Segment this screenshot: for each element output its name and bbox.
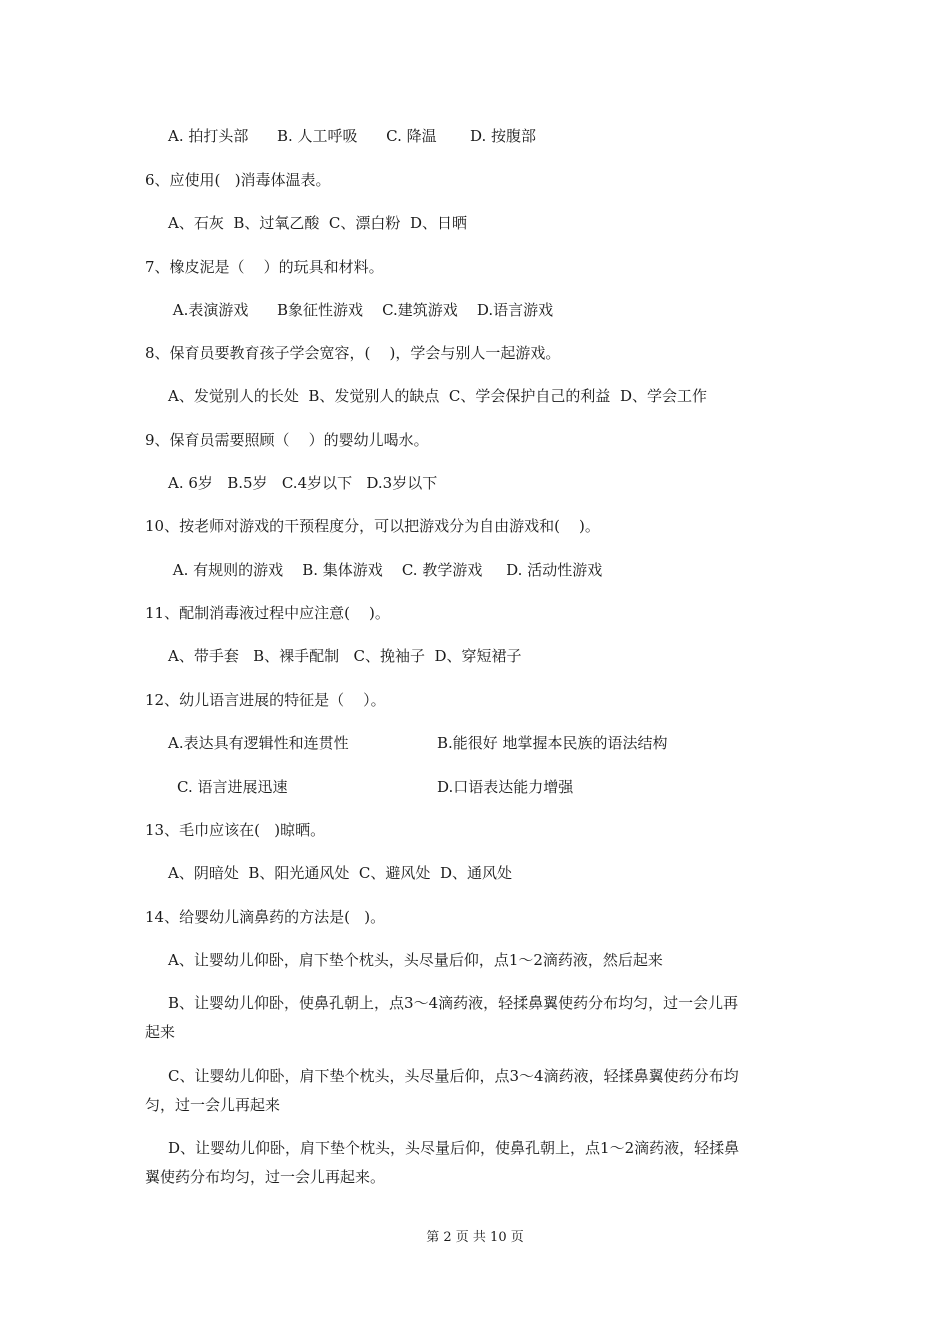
question-11: 11、配制消毒液过程中应注意( )。 [145,604,390,622]
q14-option-d-line2: 翼使药分布均匀，过一会儿再起来。 [145,1168,386,1186]
q14-option-b-line2: 起来 [145,1023,176,1041]
q12-option-a: A.表达具有逻辑性和连贯性 [168,734,349,752]
question-10: 10、按老师对游戏的干预程度分，可以把游戏分为自由游戏和( )。 [145,517,600,535]
q12-option-d: D.口语表达能力增强 [437,778,574,796]
q12-option-c: C. 语言进展迅速 [177,778,288,796]
q14-option-c-line2: 匀，过一会儿再起来 [145,1096,281,1114]
q9-options: A. 6岁 B.5岁 C.4岁以下 D.3岁以下 [168,474,438,492]
q5-options: A. 拍打头部 B. 人工呼吸 C. 降温 D. 按腹部 [168,127,537,145]
q14-option-c-line1: C、让婴幼儿仰卧，肩下垫个枕头，头尽量后仰，点3～4滴药液，轻揉鼻翼使药分布均 [168,1067,739,1085]
q6-options: A、石灰 B、过氧乙酸 C、漂白粉 D、日晒 [168,214,467,232]
q8-options: A、发觉别人的长处 B、发觉别人的缺点 C、学会保护自己的利益 D、学会工作 [168,387,707,405]
question-7: 7、橡皮泥是（ ）的玩具和材料。 [145,258,384,276]
q7-options: A.表演游戏 B象征性游戏 C.建筑游戏 D.语言游戏 [168,301,554,319]
question-9: 9、保育员需要照顾（ ）的婴幼儿喝水。 [145,431,429,449]
q11-options: A、带手套 B、裸手配制 C、挽袖子 D、穿短裙子 [168,647,522,665]
question-6: 6、应使用( )消毒体温表。 [145,171,331,189]
q14-option-b-line1: B、让婴幼儿仰卧，使鼻孔朝上，点3～4滴药液，轻揉鼻翼使药分布均匀，过一会儿再 [168,994,739,1012]
question-12: 12、幼儿语言进展的特征是（ ）。 [145,691,386,709]
q12-option-b: B.能很好 地掌握本民族的语法结构 [437,734,668,752]
q10-options: A. 有规则的游戏 B. 集体游戏 C. 教学游戏 D. 活动性游戏 [168,561,603,579]
q14-option-a: A、让婴幼儿仰卧，肩下垫个枕头，头尽量后仰，点1～2滴药液，然后起来 [168,951,663,969]
question-13: 13、毛巾应该在( )晾晒。 [145,821,326,839]
page-footer: 第 2 页 共 10 页 [426,1230,524,1245]
question-8: 8、保育员要教育孩子学会宽容，( )，学会与别人一起游戏。 [145,344,561,362]
q14-option-d-line1: D、让婴幼儿仰卧，肩下垫个枕头，头尽量后仰，使鼻孔朝上，点1～2滴药液，轻揉鼻 [168,1139,740,1157]
q13-options: A、阴暗处 B、阳光通风处 C、避风处 D、通风处 [168,864,512,882]
question-14: 14、给婴幼儿滴鼻药的方法是( )。 [145,908,386,926]
